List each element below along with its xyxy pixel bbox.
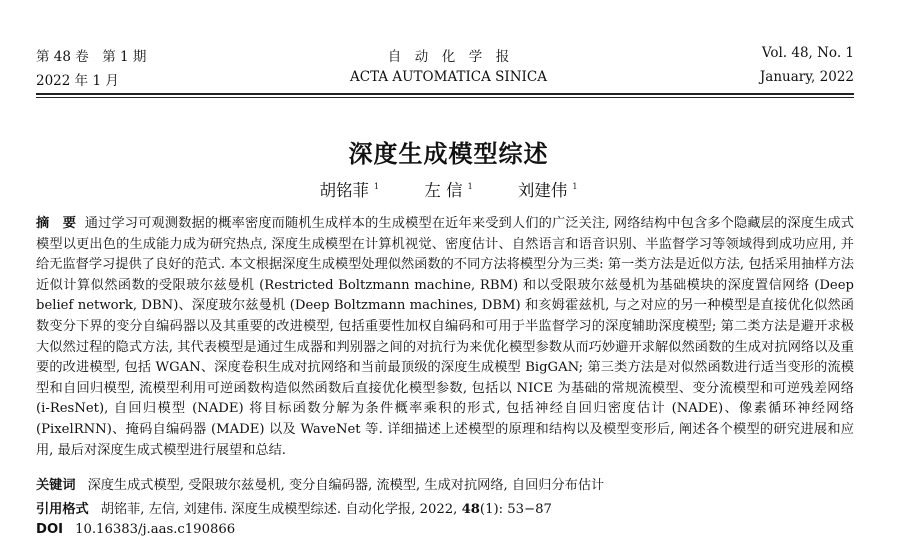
keywords: [36, 474, 854, 493]
author-name: 刘建伟: [517, 181, 568, 200]
author-list: [0, 177, 897, 201]
keywords-text: 深度生成式模型, 受限玻尔兹曼机, 变分自编码器, 流模型, 生成对抗网络, 自回归分布估计: [87, 478, 605, 493]
keywords-label: 关键词: [36, 478, 76, 493]
author: [518, 181, 578, 200]
author: [424, 181, 472, 200]
abstract-label: 摘 要: [36, 216, 77, 231]
issue-date: 2022 年 1 月: [36, 73, 119, 89]
doi: [36, 522, 854, 537]
citation-label: 引用格式: [36, 502, 89, 517]
header-rule-thin: [36, 97, 854, 98]
doi-label: DOI: [36, 522, 64, 537]
doi-text[interactable]: 10.16383/j.aas.c190866: [75, 522, 236, 537]
journal-name-en: ACTA AUTOMATICA SINICA: [350, 69, 547, 85]
publication-date: January, 2022: [759, 69, 854, 85]
paper-title: 深度生成模型综述: [348, 140, 549, 168]
citation-text: 胡铭菲, 左信, 刘建伟. 深度生成模型综述. 自动化学报, 2022,: [100, 502, 462, 517]
abstract: [36, 214, 854, 461]
author: [319, 181, 379, 200]
citation-pages: (1): 53−87: [479, 502, 552, 517]
author-name: 左 信: [424, 181, 463, 200]
citation-volume: 48: [461, 502, 480, 517]
author-name: 胡铭菲: [319, 181, 369, 200]
volume-info: Vol. 48, No. 1: [761, 45, 854, 61]
abstract-text: 通过学习可观测数据的概率密度而随机生成样本的生成模型在近年来受到人们的广泛关注, 网络结构中包含多个隐藏层的深度生成式模型以更出色的生成能力成为研究热点, 深度生成模型在计算机视觉、密度估计、自然语言和语音识别、半监督学习等领域得到成功应用, 并给无监督学习提供了良好的范式. 本文根据深度生成模型处理似然函数的不同方法将模型分为三类: 第一类方法是近似方法, 包括采用抽样方法近似计算似然函数的受限玻尔兹曼机 (Restricted Boltzmann machine, RBM) 和以受限玻尔兹曼机为基础模块的深度置信网络 (Deep belief network, DBN)、深度玻尔兹曼机 (Deep Boltzmann machines, DBM) 和亥姆霍兹机, 与之对应的另一种模型是直接优化似然函数变分下界的变分自编码器以及其重要的改进模型, 包括重要性加权自编码和可用于半监督学习的深度辅助深度模型; 第二类方法是避开求极大似然过程的隐式方法, 其代表模型是通过生成器和判别器之间的对抗行为来优化模型参数从而巧妙避开求解似然函数的生成对抗网络以及重要的改进模型, 包括 WGAN、深度卷积生成对抗网络和当前最顶级的深度生成模型 BigGAN; 第三类方法是对似然函数进行适当变形的流模型和自回归模型, 流模型利用可逆函数构造似然函数后直接优化模型参数, 包括以 NICE 为基础的常规流模型、变分流模型和可逆残差网络 (i-ResNet), 自回归模型 (NADE) 将目标函数分解为条件概率乘积的形式, 包括神经自回归密度估计 (NADE)、像素循环神经网络 (PixelRNN)、掩码自编码器 (MADE) 以及 WaveNet 等. 详细描述上述模型的原理和结构以及模型变形后, 阐述各个模型的研究进展和应用, 最后对深度生成式模型进行展望和总结.: [36, 216, 854, 458]
issue-info: 第 48 卷 第 1 期: [36, 49, 147, 65]
affiliation-mark: 1: [572, 182, 578, 191]
affiliation-mark: 1: [467, 182, 473, 191]
citation: [36, 498, 854, 517]
journal-name-cn: 自 动 化 学 报: [387, 49, 510, 65]
header-rule-thick: [36, 93, 854, 95]
affiliation-mark: 1: [373, 182, 380, 191]
